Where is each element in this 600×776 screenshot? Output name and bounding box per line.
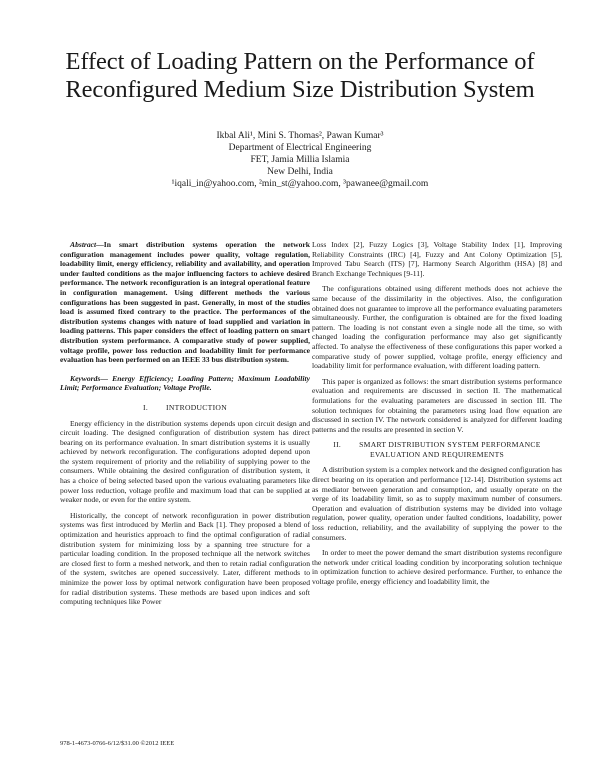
paragraph: Loss Index [2], Fuzzy Logics [3], Voltage Stability Index [1], Improving Reliability Constraints (IRC) [4], Fuzzy and Ant Colony Optimization [5], Improved Tabu Search (ITS) [7], Harmony Search Algorithm (HSA) [8] and Branch Exchange Techniques [9-11]. [312,240,562,278]
section-number: I. [143,402,149,412]
title-line-1: Effect of Loading Pattern on the Performance of [65,48,535,75]
paragraph: The configurations obtained using different methods does not achieve the same because of the dissimilarity in the objectives. Also, the configuration obtained does not guarantee to improve all the performance evaluating parameters simultaneously. Further, the configuration is obtained are for the fixed loading pattern. The loading is not constant even a single node all the time, so with changed loading the configuration performance may also get significantly affected. To analyse the effectiveness of these configurations this paper worked a comparative study of power supplied, voltage profile, energy efficiency and loadability limit for performance evaluation, with different loading pattern. [312,284,562,371]
section-title: INTRODUCTION [166,402,227,412]
paper-title [40,48,560,104]
author-department: Department of Electrical Engineering [228,143,372,153]
paragraph: In order to meet the power demand the smart distribution systems reconfigure the network under critical loading condition by incorporating solution technique in optimization function to achieve desired performance. Further, to enhance the voltage profile, energy efficiency and loadability limit, the [312,548,562,586]
copyright-footer: 978-1-4673-0766-6/12/$31.00 ©2012 IEEE [60,740,175,747]
section-heading-introduction [60,403,310,413]
keywords-label: Keywords [70,373,101,383]
section-heading-requirements [312,440,562,459]
section-number: II. [333,440,342,450]
author-institution: FET, Jamia Millia Islamia [250,155,350,165]
author-emails: ¹iqali_in@yahoo.com, ²min_st@yahoo.com, ³pawanee@gmail.com [171,179,429,189]
author-block [120,130,480,190]
abstract-text: —In smart distribution systems operation the network configuration management includes power quality, voltage regulation, loadability limit, energy efficiency, reliability and availability, and operation under faulted conditions as the major influencing factors to achieve desired performance. The network reconfiguration is an integral operational feature in configuration management. Using different methods the various configurations has been suggested in past. Generally, in most of the studies load is assumed fixed contrary to the practice. The performances of the distribution systems changes with nature of load supplied and variation in loading patterns. This paper considers the effect of loading pattern on smart distribution system performance. A comparative study of power supplied, voltage profile, power loss reduction and loadability limit for performance evaluation has been performed on an IEEE 33 bus distribution system. [60,240,310,365]
abstract-label: Abstract [70,240,97,249]
paragraph: Energy efficiency in the distribution systems depends upon circuit design and circuit loading. The designed configuration of distribution system has direct bearing on its performance evaluation. In smart distribution systems it is usually achieved by network reconfiguration. The configurations adopted depend upon the system requirement of priority and the reliability of supplying power to the consumers. While obtaining the desired configuration of distribution system, it has a choice of being selected based upon the various evaluating parameters like power loss reduction, voltage profile and maximum load that can be supplied at weaker node, or even for the entire system. [60,418,310,505]
title-line-2: Reconfigured Medium Size Distribution System [65,76,535,103]
abstract [60,240,310,365]
paragraph: This paper is organized as follows: the smart distribution systems performance evaluation and requirements are discussed in section II. The mathematical formulations for the evaluating parameters are discussed in section III. The solution techniques for obtaining the parameters using load flow equation are discussed in section IV. The network considered is analyzed for different loading patterns and the results are presented in section V. [312,376,562,434]
keywords-text: — Energy Efficiency; Loading Pattern; Maximum Loadability Limit; Performance Evaluation; Voltage Profile. [60,373,310,393]
right-column [312,240,562,593]
paragraph: Historically, the concept of network reconfiguration in power distribution systems was first introduced by Merlin and Back [1]. They proposed a blend of optimization and heuristics approach to find the optimal configuration of radial distribution system for minimizing loss by a spanning tree structure for a particular loading condition. In the proposed technique all the network switches are closed first to form a meshed network, and then to retain radial configuration of the system, switches are opened successively. Later, different methods to minimize the power loss by optimal network configuration have been proposed for radial distribution systems. These methods are based upon indices and soft computing techniques like Power [60,510,310,607]
section-title: SMART DISTRIBUTION SYSTEM PERFORMANCE [359,440,541,450]
keywords [60,374,310,393]
paragraph: A distribution system is a complex network and the designed configuration has direct bearing on its operation and performance [12-14]. Distribution systems act as mediator between generation and consumption, and usually operate on the verge of its loadability limit, so as to supply maximum number of consumers. Operation and evaluation of distribution systems may be divided into voltage regulation, power quality, operation under faulted conditions, loadability, power loss reduction, reliability, and the availability of supplying the power to the consumers. [312,465,562,542]
author-names: Ikbal Ali¹, Mini S. Thomas², Pawan Kumar³ [216,131,384,141]
section-subtitle: EVALUATION AND REQUIREMENTS [369,449,505,459]
author-city: New Delhi, India [267,167,333,177]
left-column [60,240,310,613]
